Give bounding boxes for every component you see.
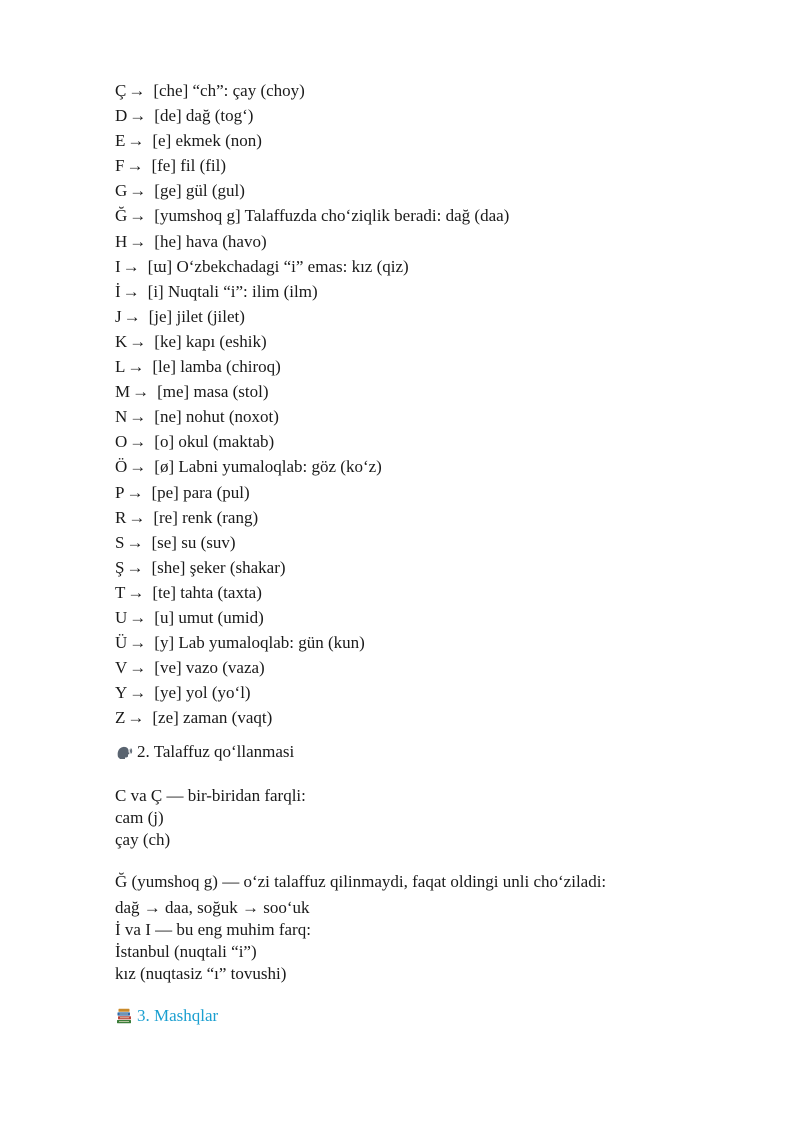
alphabet-letter: P (115, 482, 125, 502)
document-page (115, 78, 755, 1028)
alphabet-description: [e] ekmek (non) (152, 131, 262, 151)
alphabet-row (115, 153, 755, 178)
alphabet-description: [i] Nuqtali “i”: ilim (ilm) (147, 281, 318, 301)
alphabet-description: [o] okul (maktab) (154, 432, 275, 452)
alphabet-letter: O (115, 432, 128, 452)
arrow-icon: → (127, 708, 145, 728)
alphabet-row (115, 178, 755, 203)
soft-g-example: dağ → daa, soğuk → soo‘uk (115, 898, 310, 918)
alphabet-row (115, 103, 755, 128)
arrow-icon: → (129, 633, 147, 653)
section-title-link[interactable]: 3. Mashqlar (137, 1006, 219, 1026)
alphabet-description: [se] su (suv) (151, 532, 236, 552)
alphabet-letter: Ş (115, 557, 125, 577)
section-title: 2. Talaffuz qo‘llanmasi (137, 742, 295, 762)
alphabet-letter: U (115, 607, 128, 627)
alphabet-row (115, 705, 755, 730)
alphabet-row (115, 78, 755, 103)
arrow-icon: → (126, 482, 144, 502)
arrow-icon: → (129, 181, 147, 201)
alphabet-letter: T (115, 582, 126, 602)
i-comparison-line: İ va I — bu eng muhim farq: (115, 920, 311, 940)
alphabet-row (115, 279, 755, 304)
alphabet-description: [fe] fil (fil) (151, 156, 227, 176)
alphabet-letter: Ğ (115, 206, 128, 226)
alphabet-letter: Z (115, 708, 126, 728)
alphabet-letter: Ç (115, 81, 127, 100)
alphabet-row (115, 505, 755, 530)
arrow-icon: → (122, 256, 140, 276)
arrow-icon: → (132, 382, 150, 402)
arrow-icon: → (129, 607, 147, 627)
alphabet-row (115, 354, 755, 379)
alphabet-letter: V (115, 658, 128, 678)
c-example-cam: cam (j) (115, 808, 164, 828)
alphabet-description: [u] umut (umid) (154, 607, 264, 627)
alphabet-list (115, 78, 755, 730)
arrow-icon: → (127, 582, 145, 602)
alphabet-letter: E (115, 131, 126, 151)
alphabet-row (115, 530, 755, 555)
alphabet-letter: L (115, 357, 126, 377)
i-example-kiz: kız (nuqtasiz “ı” tovushi) (115, 964, 287, 984)
c-example-cay: çay (ch) (115, 830, 171, 850)
alphabet-description: [de] dağ (tog‘) (154, 106, 254, 126)
c-comparison-block (115, 785, 755, 851)
alphabet-letter: Ü (115, 633, 128, 653)
alphabet-description: [he] hava (havo) (154, 231, 267, 251)
alphabet-description: [che] “ch”: çay (choy) (153, 81, 305, 100)
soft-g-line: Ğ (yumshoq g) — o‘zi talaffuz qilinmaydi, faqat oldingi unli cho‘ziladi: (115, 872, 607, 892)
arrow-icon: → (129, 658, 147, 678)
section-heading-exercises[interactable] (115, 1004, 755, 1028)
i-example-istanbul: İstanbul (nuqtali “i”) (115, 942, 257, 962)
alphabet-row (115, 379, 755, 404)
alphabet-letter: N (115, 407, 128, 427)
arrow-icon: → (129, 106, 147, 126)
alphabet-row (115, 655, 755, 680)
arrow-icon: → (126, 156, 144, 176)
alphabet-row (115, 480, 755, 505)
alphabet-description: [ɯ] O‘zbekchadagi “i” emas: kız (qiz) (147, 256, 409, 276)
arrow-icon: → (127, 357, 145, 377)
alphabet-row (115, 128, 755, 153)
books-icon (115, 1007, 133, 1025)
arrow-icon: → (129, 231, 147, 251)
alphabet-description: [yumshoq g] Talaffuzda cho‘ziqlik beradi: dağ (daa) (154, 206, 510, 226)
alphabet-letter: G (115, 181, 128, 201)
alphabet-row (115, 580, 755, 605)
alphabet-row (115, 329, 755, 354)
arrow-icon: → (127, 131, 145, 151)
arrow-icon: → (122, 281, 140, 301)
alphabet-description: [le] lamba (chiroq) (152, 357, 281, 377)
alphabet-letter: Ö (115, 457, 128, 477)
alphabet-description: [ve] vazo (vaza) (154, 658, 265, 678)
alphabet-row (115, 555, 755, 580)
alphabet-letter: M (115, 382, 131, 402)
alphabet-letter: S (115, 532, 125, 552)
alphabet-row (115, 605, 755, 630)
arrow-icon: → (129, 331, 147, 351)
section-heading-pronunciation (115, 740, 755, 764)
alphabet-row (115, 454, 755, 479)
arrow-icon: → (128, 81, 146, 100)
alphabet-description: [y] Lab yumaloqlab: gün (kun) (154, 633, 365, 653)
g-and-i-block (115, 871, 755, 985)
alphabet-row (115, 404, 755, 429)
c-comparison-line: C va Ç — bir-biridan farqli: (115, 786, 306, 806)
alphabet-letter: D (115, 106, 128, 126)
alphabet-row (115, 229, 755, 254)
arrow-icon: → (123, 306, 141, 326)
alphabet-letter: J (115, 306, 122, 326)
arrow-icon: → (126, 557, 144, 577)
alphabet-letter: I (115, 256, 121, 276)
alphabet-row (115, 630, 755, 655)
alphabet-letter: R (115, 507, 127, 527)
arrow-icon: → (129, 457, 147, 477)
alphabet-row (115, 429, 755, 454)
alphabet-description: [ye] yol (yo‘l) (154, 683, 251, 703)
arrow-icon: → (129, 206, 147, 226)
alphabet-description: [pe] para (pul) (151, 482, 250, 502)
alphabet-letter: F (115, 156, 125, 176)
alphabet-description: [re] renk (rang) (153, 507, 259, 527)
alphabet-row (115, 680, 755, 705)
alphabet-description: [je] jilet (jilet) (148, 306, 245, 326)
alphabet-row (115, 254, 755, 279)
alphabet-description: [ke] kapı (eshik) (154, 331, 267, 351)
alphabet-description: [ø] Labni yumaloqlab: göz (ko‘z) (154, 457, 382, 477)
alphabet-row (115, 203, 755, 228)
alphabet-letter: H (115, 231, 128, 251)
alphabet-letter: K (115, 331, 128, 351)
alphabet-letter: İ (115, 281, 121, 301)
arrow-icon: → (129, 432, 147, 452)
arrow-icon: → (128, 507, 146, 527)
alphabet-description: [ne] nohut (noxot) (154, 407, 279, 427)
alphabet-description: [ze] zaman (vaqt) (152, 708, 273, 728)
arrow-icon: → (126, 532, 144, 552)
alphabet-description: [she] şeker (shakar) (151, 557, 286, 577)
speaking-head-icon (115, 743, 133, 761)
alphabet-description: [me] masa (stol) (157, 382, 269, 402)
arrow-icon: → (129, 683, 147, 703)
alphabet-description: [te] tahta (taxta) (152, 582, 262, 602)
arrow-icon: → (129, 407, 147, 427)
alphabet-description: [ge] gül (gul) (154, 181, 245, 201)
alphabet-row (115, 304, 755, 329)
alphabet-letter: Y (115, 683, 128, 703)
